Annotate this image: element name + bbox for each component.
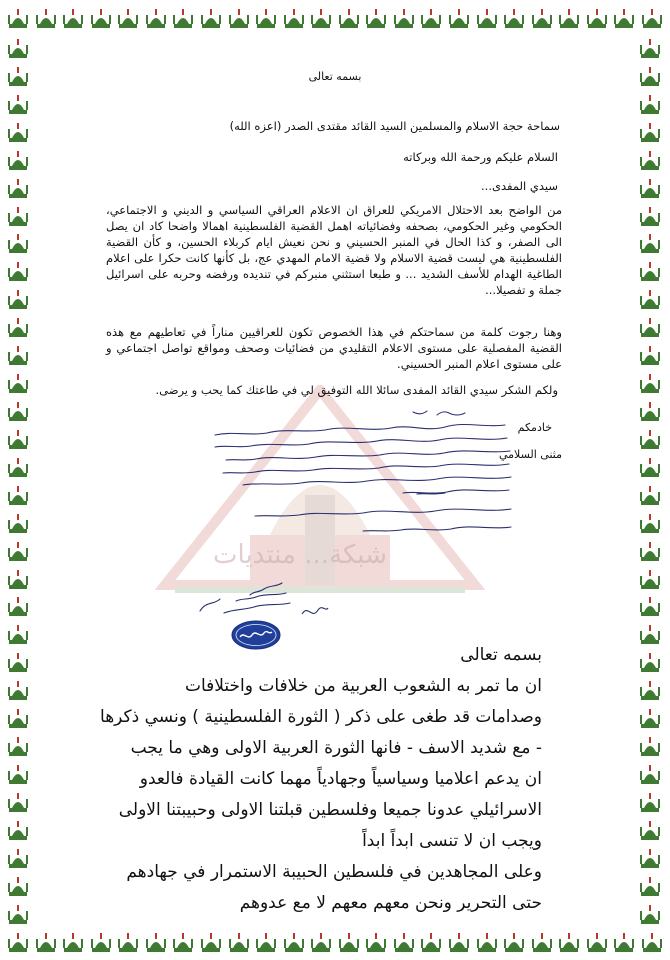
letter-thanks: ولكم الشكر سيدي القائد المفدى سائلا الله التوفيق لي في طاعتك كما يحب و يرضى. [155, 383, 558, 397]
mosque-icon [502, 930, 526, 954]
mosque-icon [89, 6, 113, 30]
mosque-icon [6, 567, 30, 591]
mosque-icon [61, 6, 85, 30]
mosque-icon [638, 287, 662, 311]
transcription-line: الاسرائيلي عدونا جميعا وفلسطين قبلتنا الاولى وحبيبتنا الاولى [118, 800, 542, 820]
mosque-icon [6, 511, 30, 535]
mosque-icon [612, 930, 636, 954]
mosque-icon [392, 930, 416, 954]
mosque-icon [6, 874, 30, 898]
mosque-icon [254, 930, 278, 954]
mosque-icon [6, 818, 30, 842]
mosque-icon [638, 874, 662, 898]
mosque-icon [640, 6, 664, 30]
mosque-icon [638, 36, 662, 60]
mosque-icon [447, 6, 471, 30]
mosque-icon [282, 930, 306, 954]
mosque-icon [447, 930, 471, 954]
mosque-icon [116, 930, 140, 954]
border-bottom [6, 930, 664, 956]
transcription [80, 640, 542, 919]
mosque-icon [89, 930, 113, 954]
mosque-icon [638, 204, 662, 228]
mosque-icon [638, 902, 662, 926]
mosque-icon [171, 6, 195, 30]
letter-signer: مثنى السلامي [498, 448, 562, 461]
mosque-icon [6, 427, 30, 451]
transcription-line: حتى التحرير ونحن معهم معهم لا مع عدوهم [239, 893, 542, 913]
letter-paragraph-2: وهنا رجوت كلمة من سماحتكم في هذا الخصوص تكون للعراقيين مناراً في تعاطيهم مع هذه القضية المفصلية على مستوى الاعلام التقليدي من فضائيات وصحف ومواقع تواصل اجتماعي و على مستوى اعلام المنبر الحسيني. [106, 325, 562, 371]
mosque-icon [530, 930, 554, 954]
mosque-icon [364, 930, 388, 954]
letter-salutation: سيدي المفدى... [481, 179, 558, 193]
mosque-icon [144, 930, 168, 954]
letter-greeting: السلام عليكم ورحمة الله وبركاته [403, 150, 558, 164]
mosque-icon [530, 6, 554, 30]
mosque-icon [227, 6, 251, 30]
mosque-icon [638, 427, 662, 451]
mosque-icon [6, 790, 30, 814]
mosque-icon [475, 6, 499, 30]
mosque-icon [557, 6, 581, 30]
mosque-icon [282, 6, 306, 30]
transcription-line: - مع شديد الاسف - فانها الثورة العربية الاولى وهي ما يجب [130, 738, 542, 758]
mosque-icon [638, 455, 662, 479]
mosque-icon [638, 790, 662, 814]
mosque-icon [419, 6, 443, 30]
mosque-icon [6, 930, 30, 954]
mosque-icon [6, 706, 30, 730]
mosque-icon [638, 650, 662, 674]
mosque-icon [6, 650, 30, 674]
mosque-icon [585, 930, 609, 954]
transcription-title: بسمه تعالى [460, 645, 542, 665]
mosque-icon [6, 483, 30, 507]
mosque-icon [199, 6, 223, 30]
mosque-icon [6, 231, 30, 255]
mosque-icon [638, 231, 662, 255]
mosque-icon [638, 148, 662, 172]
mosque-icon [638, 734, 662, 758]
mosque-icon [6, 678, 30, 702]
transcription-line: وصدامات قد طغى على ذكر ( الثورة الفلسطينية ) ونسي ذكرها [100, 707, 542, 727]
mosque-icon [638, 594, 662, 618]
mosque-icon [6, 343, 30, 367]
mosque-icon [34, 6, 58, 30]
mosque-icon [6, 120, 30, 144]
mosque-icon [6, 594, 30, 618]
mosque-icon [475, 930, 499, 954]
mosque-icon [6, 6, 30, 30]
mosque-icon [638, 678, 662, 702]
mosque-icon [638, 315, 662, 339]
mosque-icon [638, 762, 662, 786]
mosque-icon [6, 399, 30, 423]
mosque-icon [585, 6, 609, 30]
mosque-icon [6, 622, 30, 646]
mosque-icon [638, 92, 662, 116]
transcription-line: ان يدعم اعلاميا وسياسياً وجهادياً مهما كانت القيادة فالعدو [139, 769, 542, 789]
border-right [638, 36, 664, 926]
mosque-icon [612, 6, 636, 30]
transcription-line: ويجب ان لا تنسى ابداً ابداً [362, 831, 542, 851]
mosque-icon [638, 818, 662, 842]
mosque-icon [6, 204, 30, 228]
mosque-icon [638, 343, 662, 367]
letter-addressee: سماحة حجة الاسلام والمسلمين السيد القائد مقتدى الصدر (اعزه الله) [229, 119, 560, 133]
mosque-icon [638, 176, 662, 200]
letter-paragraph-1: من الواضح بعد الاحتلال الامريكي للعراق ان الاعلام العراقي السياسي و الديني و الاجتماعي، الحكومي وغير الحكومي، بصحفه وفضائياته اهمل القضية الفلسطينية اهمالا واضحا كاد ان يصل الى الصفر، و كذا الحال في المنبر الحسيني و نحن نعيش ايام كربلاء الحسين، و كأن القضية الفلسطينية هي ليست قضية الاسلام ولا قضية الامام المهدي عج، بل كأنها كانت حكرا على اعلام الطاغية الهدام للأسف الشديد ... و طبعا استثني منبركم في تنديده ورفضه وحربه على اسرائيل جملة و تفصيلا... [106, 203, 562, 297]
mosque-icon [309, 930, 333, 954]
transcription-line: ان ما تمر به الشعوب العربية من خلافات واختلافات [184, 676, 542, 696]
mosque-icon [309, 6, 333, 30]
watermark-text: شبكة... منتديات [213, 540, 387, 570]
mosque-icon [6, 734, 30, 758]
mosque-icon [638, 706, 662, 730]
mosque-icon [116, 6, 140, 30]
mosque-icon [638, 567, 662, 591]
transcription-line: وعلى المجاهدين في فلسطين الحبيبة الاستمرار في جهادهم [126, 862, 542, 882]
mosque-icon [392, 6, 416, 30]
mosque-icon [638, 259, 662, 283]
mosque-icon [419, 930, 443, 954]
mosque-icon [6, 762, 30, 786]
mosque-icon [6, 92, 30, 116]
letter-basmala: بسمه تعالى [308, 70, 362, 83]
mosque-icon [557, 930, 581, 954]
mosque-icon [6, 455, 30, 479]
mosque-icon [337, 6, 361, 30]
mosque-icon [227, 930, 251, 954]
mosque-icon [6, 148, 30, 172]
mosque-icon [61, 930, 85, 954]
mosque-icon [638, 622, 662, 646]
handwritten-reply [195, 405, 515, 545]
mosque-icon [6, 539, 30, 563]
mosque-icon [638, 371, 662, 395]
mosque-icon [6, 902, 30, 926]
mosque-icon [337, 930, 361, 954]
mosque-icon [638, 120, 662, 144]
mosque-icon [199, 930, 223, 954]
mosque-icon [254, 6, 278, 30]
handwritten-signature [300, 600, 330, 620]
mosque-icon [638, 483, 662, 507]
mosque-icon [502, 6, 526, 30]
mosque-icon [34, 930, 58, 954]
mosque-icon [6, 315, 30, 339]
mosque-icon [6, 36, 30, 60]
mosque-icon [6, 287, 30, 311]
mosque-icon [364, 6, 388, 30]
mosque-icon [638, 539, 662, 563]
mosque-icon [144, 6, 168, 30]
mosque-icon [638, 511, 662, 535]
mosque-icon [638, 399, 662, 423]
mosque-icon [6, 371, 30, 395]
mosque-icon [6, 846, 30, 870]
letter-closing: خادمكم [517, 421, 552, 434]
mosque-icon [638, 846, 662, 870]
mosque-icon [640, 930, 664, 954]
mosque-icon [6, 176, 30, 200]
mosque-icon [171, 930, 195, 954]
mosque-icon [6, 259, 30, 283]
border-top [6, 6, 664, 32]
border-left [6, 36, 32, 926]
